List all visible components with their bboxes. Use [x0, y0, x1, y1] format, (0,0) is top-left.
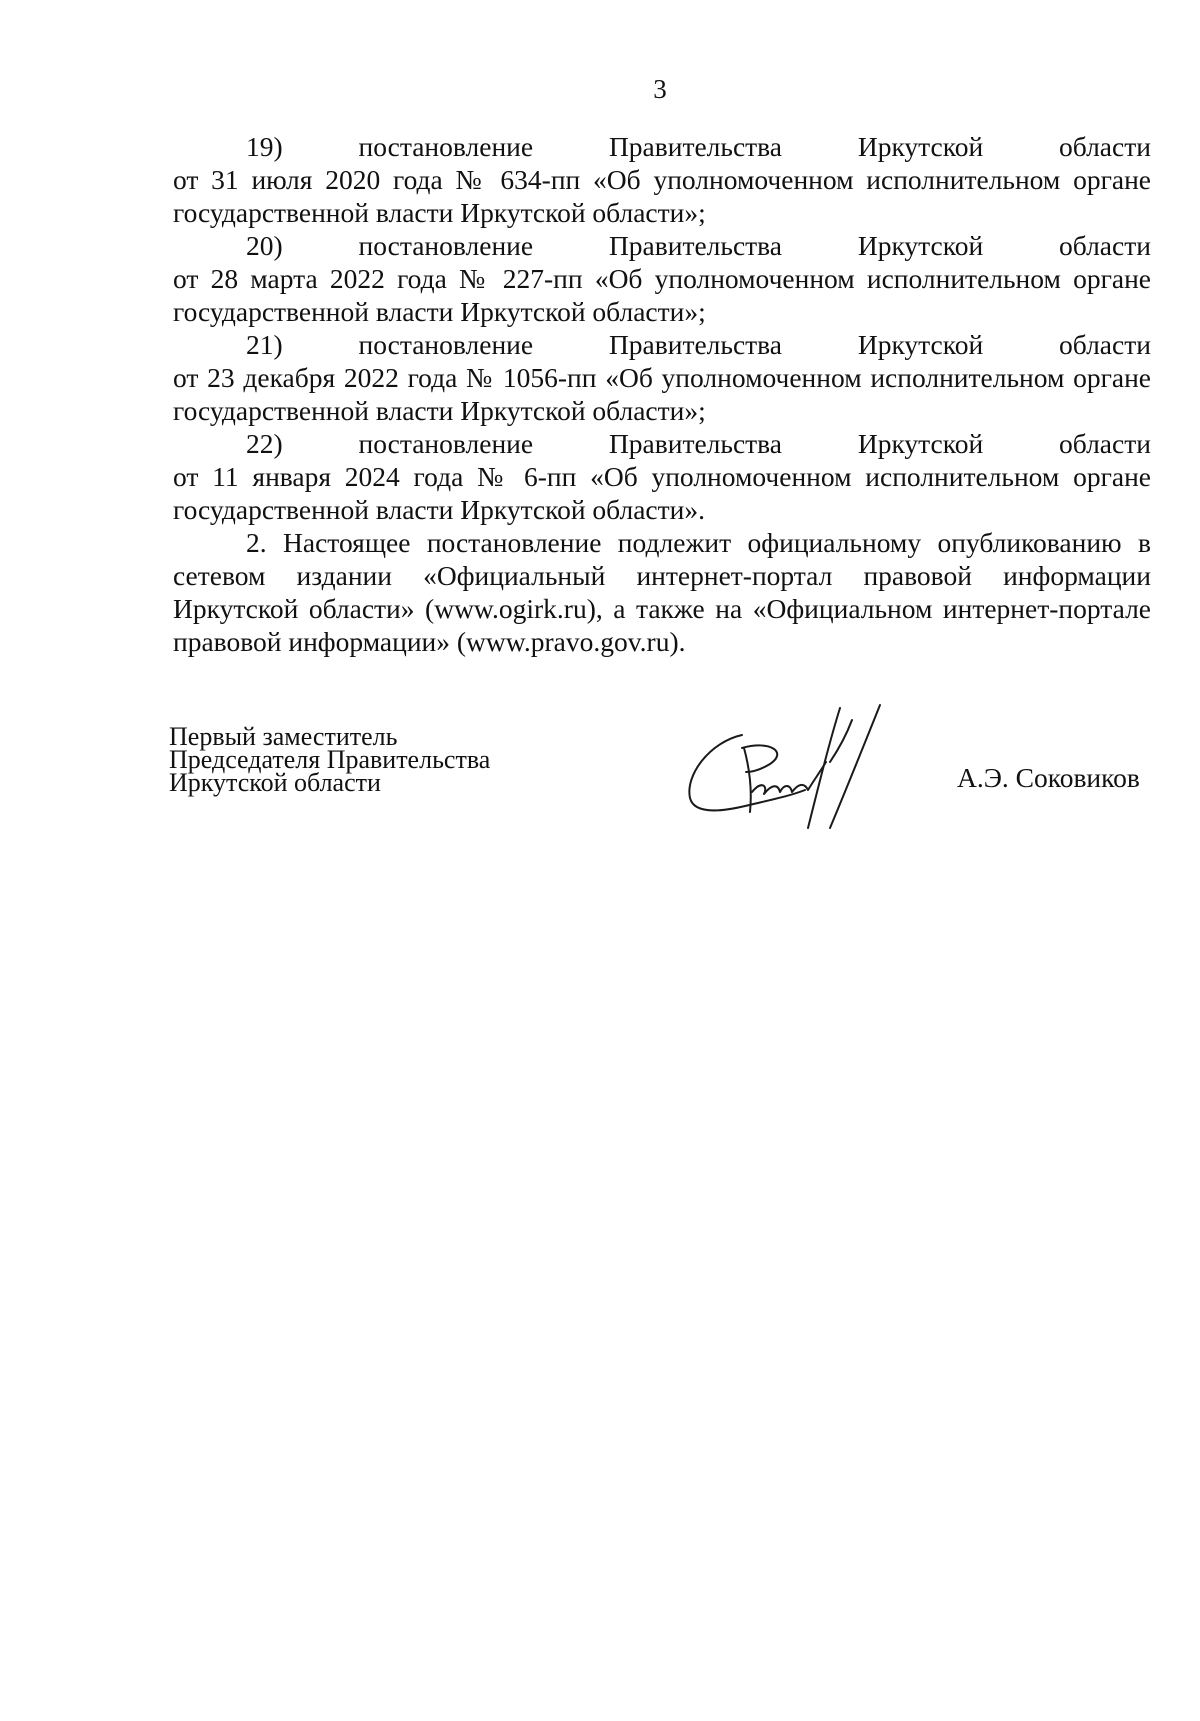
- item-word: Иркутской: [857, 329, 984, 360]
- item-word: Правительства: [608, 230, 782, 261]
- item-word: Правительства: [608, 428, 782, 459]
- list-item-21-text: от 23 декабря 2022 года № 1056-пп «Об уполномоченном исполнительном органе государственной власти Иркутской области»;: [173, 362, 1151, 426]
- item-word: области: [1059, 428, 1151, 459]
- clause-2-publication: 2. Настоящее постановление подлежит официальному опубликованию в сетевом издании «Официальный интернет-портал правовой информации Иркутской области» (www.ogirk.ru), а также на «Официальном интернет-портале правовой информации» (www.pravo.gov.ru).: [173, 527, 1151, 657]
- handwritten-signature: [680, 700, 950, 835]
- document-body: [173, 130, 1151, 658]
- list-item-22-lead: [173, 427, 1151, 460]
- signatory-position: [169, 722, 491, 797]
- item-word: постановление: [358, 230, 534, 261]
- item-word: Правительства: [608, 329, 782, 360]
- item-word: постановление: [358, 131, 534, 162]
- page-number: 3: [653, 74, 667, 104]
- item-word: постановление: [358, 428, 534, 459]
- item-word: Правительства: [608, 131, 782, 162]
- list-item-22-text: от 11 января 2024 года № 6-пп «Об уполномоченном исполнительном органе государственной власти Иркутской области».: [173, 461, 1151, 525]
- list-item-21-lead: [173, 328, 1151, 361]
- list-item-20-lead: [173, 229, 1151, 262]
- item-word: Иркутской: [857, 131, 984, 162]
- item-word: области: [1059, 131, 1151, 162]
- item-word: области: [1059, 230, 1151, 261]
- item-word: области: [1059, 329, 1151, 360]
- item-word: Иркутской: [857, 230, 984, 261]
- list-item-20-text: от 28 марта 2022 года № 227-пп «Об уполномоченном исполнительном органе государственной власти Иркутской области»;: [173, 263, 1151, 327]
- item-number: 21): [246, 329, 283, 360]
- position-line: Первый заместитель: [169, 722, 398, 751]
- item-number: 22): [246, 428, 283, 459]
- item-number: 20): [246, 230, 283, 261]
- position-line: Иркутской области: [169, 768, 381, 797]
- list-item-19-text: от 31 июля 2020 года № 634-пп «Об уполномоченном исполнительном органе государственной власти Иркутской области»;: [173, 164, 1151, 228]
- item-word: постановление: [358, 329, 534, 360]
- item-word: Иркутской: [857, 428, 984, 459]
- position-line: Председателя Правительства: [169, 745, 491, 774]
- item-number: 19): [246, 131, 283, 162]
- list-item-19-lead: [173, 130, 1151, 163]
- signer-name: А.Э. Соковиков: [957, 762, 1140, 793]
